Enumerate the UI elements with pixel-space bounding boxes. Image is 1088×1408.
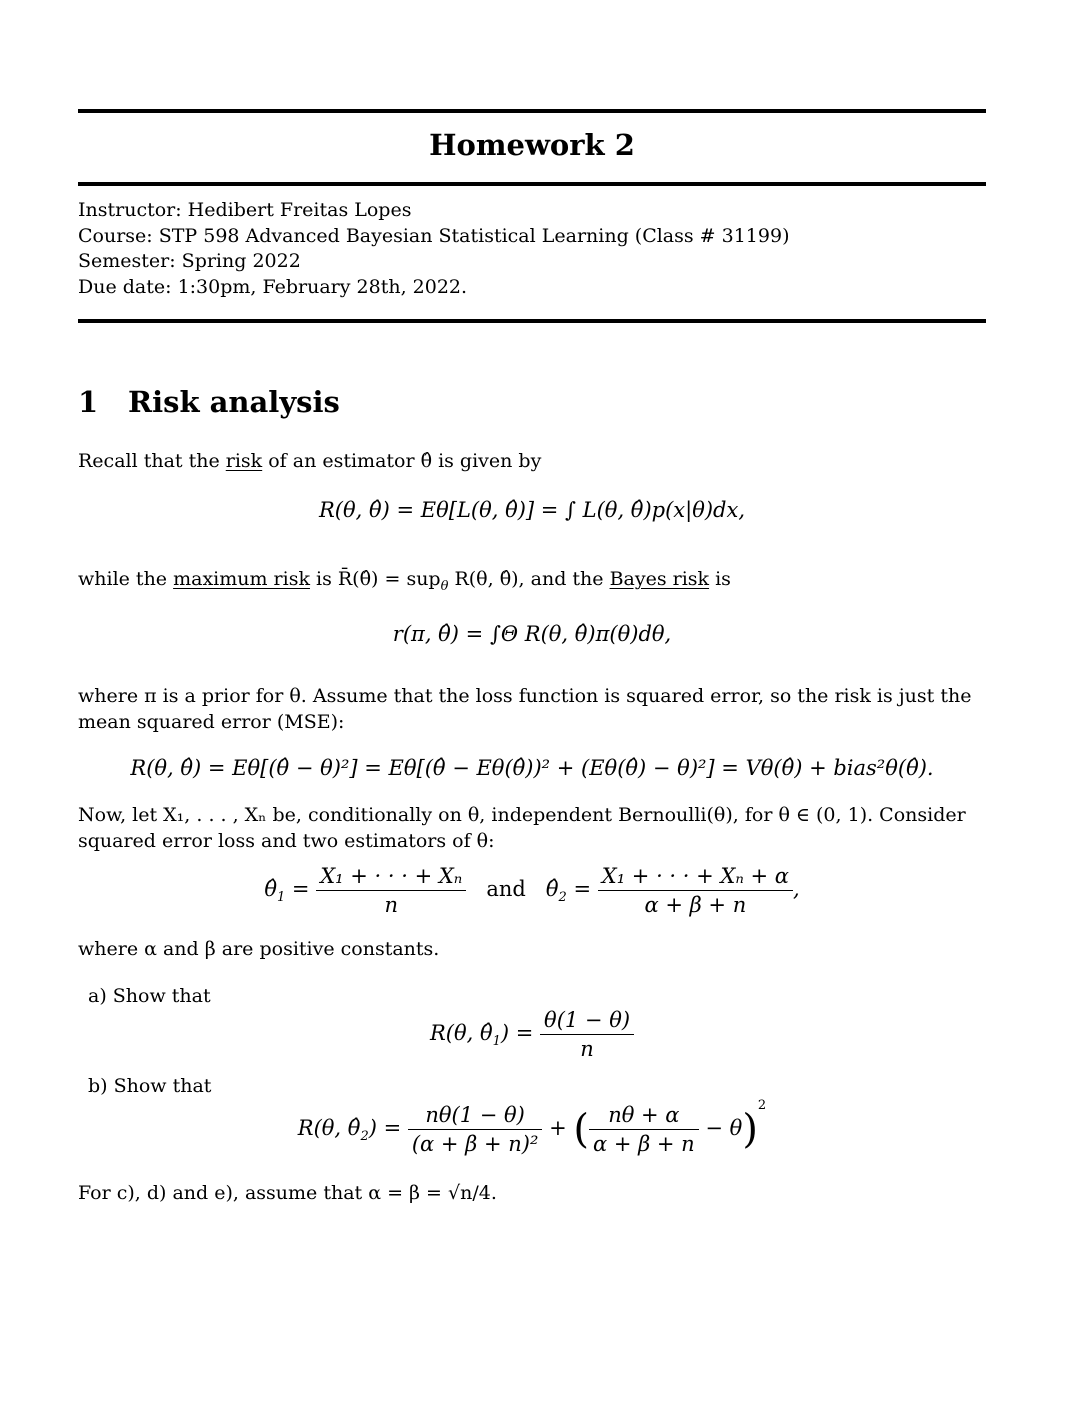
equation-item-a: R(θ, $\thetâ_1$) = $\frac{\theta(1 - \theta)}{n}$ <box>78 1006 986 1063</box>
due-date-line: Due date: 1:30pm, February 28th, 2022. <box>78 275 468 298</box>
info-rule <box>78 319 986 323</box>
denominator: n <box>580 1037 594 1061</box>
text-run: Recall that the <box>78 450 226 472</box>
text-run: is <box>709 568 731 590</box>
term-maximum-risk: maximum risk <box>173 568 310 590</box>
numerator: X₁ + · · · + Xₙ + α <box>598 862 793 891</box>
item-b-label: b) Show that <box>88 1075 212 1097</box>
equation-risk: R(θ, θ̂) = Eθ[L(θ, θ̂)] = ∫ L(θ, θ̂)p(x|θ)dx, <box>319 498 745 522</box>
paragraph-risk-intro <box>78 449 986 475</box>
estimator2-fraction <box>598 862 793 919</box>
numerator: θ(1 − θ) <box>540 1006 634 1035</box>
item-b-fraction-1 <box>408 1101 543 1158</box>
and-word: and <box>486 877 526 901</box>
equation-item-b: R(θ, $\thetâ_2$) = $\frac{n\theta(1 - \theta)}{\text{(α + β + n)²}}$ + ( $\frac{n\theta + \alpha}{\alpha + \beta + n}$ − θ)$^2$ <box>297 1098 767 1156</box>
item-b-fraction-2 <box>589 1101 699 1158</box>
equation-estimators: $\thetâ_1$ = $\frac{\text{X₁ + · · · + Xₙ}}{n}$ and $\thetâ_2$ = $\frac{\text{X₁ + · · · + Xₙ + α}}{\alpha + \beta + n}$ , <box>264 864 800 917</box>
semester-line: Semester: Spring 2022 <box>78 250 301 272</box>
paragraph-mse: where π is a prior for θ. Assume that the loss function is squared error, so the risk is just the mean squared error (MSE): <box>78 685 972 733</box>
term-risk: risk <box>225 450 263 472</box>
text-run: while the <box>78 568 174 590</box>
paragraph-constants: where α and β are positive constants. <box>78 938 440 960</box>
paragraph-max-risk: while the maximum risk is R̄(θ̂) = sup$_\theta$ R(θ, θ̂), and the Bayes risk is <box>78 568 731 594</box>
term-bayes-risk: Bayes risk <box>609 568 710 590</box>
denominator: α + β + n <box>592 1132 695 1156</box>
instructor-line: Instructor: Hedibert Freitas Lopes <box>78 199 412 221</box>
title-rule <box>78 182 986 186</box>
section-title: Risk analysis <box>128 385 340 419</box>
equation-bayes-risk: r(π, θ̂) = ∫Θ R(θ, θ̂)π(θ)dθ, <box>392 622 672 646</box>
estimator1-fraction <box>316 862 466 919</box>
denominator: (α + β + n)² <box>411 1132 539 1156</box>
text-run: of an estimator θ̂ is given by <box>262 450 542 472</box>
denominator: α + β + n <box>644 893 747 917</box>
numerator: nθ + α <box>589 1101 699 1130</box>
item-a-label: a) Show that <box>88 985 211 1007</box>
course-info <box>78 198 790 300</box>
section-heading <box>78 385 340 419</box>
top-rule <box>78 109 986 113</box>
section-number: 1 <box>78 385 99 419</box>
page-title: Homework 2 <box>429 128 635 162</box>
text-run: is R̄(θ̂) = sup <box>309 568 441 590</box>
paragraph-bernoulli: Now, let X₁, . . . , Xₙ be, conditionally on θ, independent Bernoulli(θ), for θ ∈ (0, 1). Consider squared error loss and two estimators of θ: <box>78 804 966 852</box>
item-a-fraction <box>540 1006 634 1063</box>
course-line: Course: STP 598 Advanced Bayesian Statistical Learning (Class # 31199) <box>78 224 790 247</box>
equation-mse: R(θ, θ̂) = Eθ[(θ̂ − θ)²] = Eθ[(θ̂ − Eθ(θ̂))² + (Eθ(θ̂) − θ)²] = Vθ(θ̂) + bias²θ(θ̂). <box>130 756 934 780</box>
denominator: n <box>384 893 399 917</box>
paragraph-assumption: For c), d) and e), assume that α = β = √n/4. <box>78 1182 497 1204</box>
numerator: nθ(1 − θ) <box>408 1101 543 1130</box>
numerator: X₁ + · · · + Xₙ <box>316 862 466 891</box>
text-run: R(θ, θ̂), and the <box>448 568 610 590</box>
